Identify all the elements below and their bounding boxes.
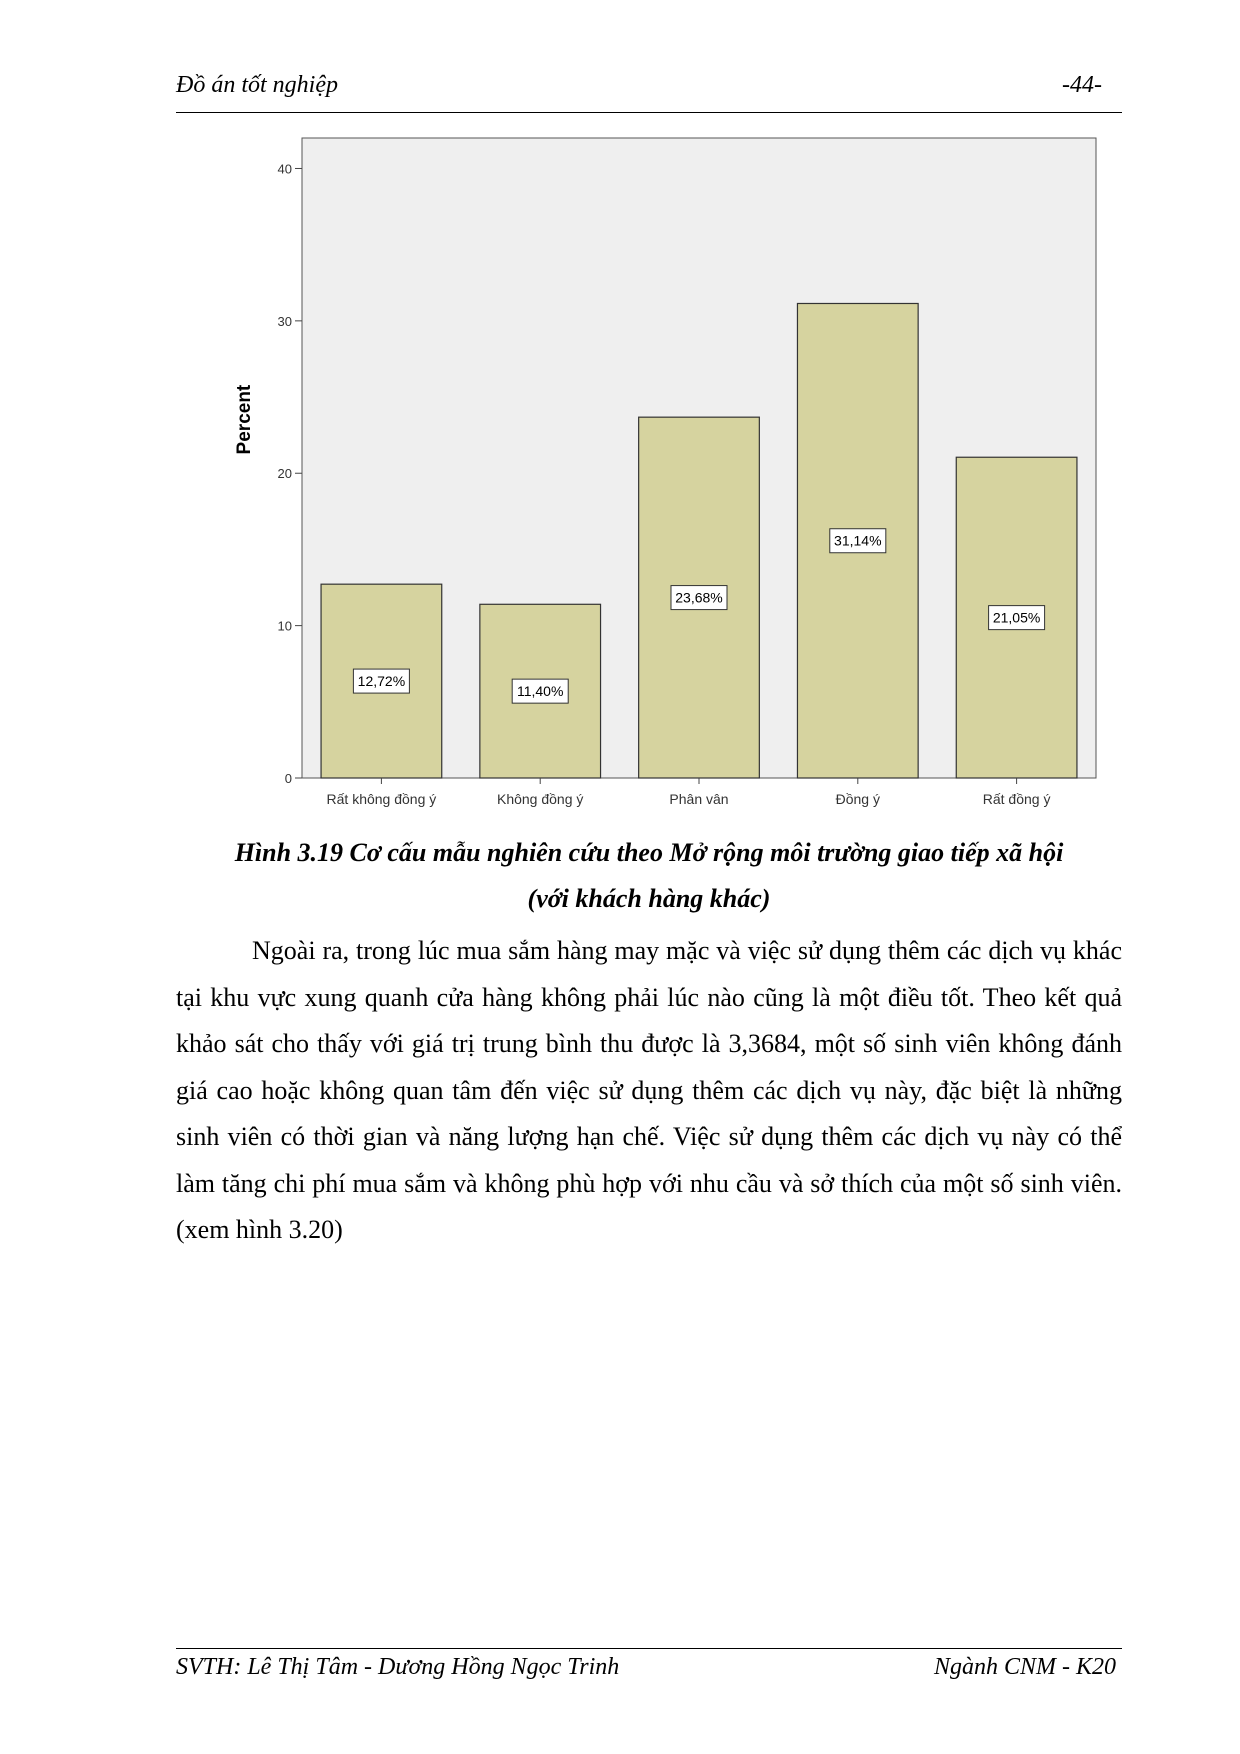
y-tick-label: 0	[284, 771, 292, 786]
y-tick-label: 40	[277, 161, 292, 177]
bar-chart	[230, 128, 1110, 828]
y-tick-label: 20	[277, 466, 292, 482]
data-label: 31,14%	[834, 532, 882, 549]
header-divider	[176, 112, 1122, 113]
x-tick-label: Phân vân	[669, 791, 729, 807]
x-tick-label: Đồng ý	[835, 791, 880, 807]
figure-caption-line1: Hình 3.19 Cơ cấu mẫu nghiên cứu theo Mở rộng môi trường giao tiếp xã hội	[234, 838, 1064, 867]
data-label: 23,68%	[675, 589, 723, 606]
x-tick-label: Rất đồng ý	[982, 791, 1051, 807]
footer-divider	[176, 1648, 1122, 1649]
y-tick-label: 10	[277, 618, 292, 634]
data-label: 11,40%	[516, 683, 564, 700]
header-title: Đồ án tốt nghiệp	[176, 72, 338, 98]
page-number: -44-	[1062, 72, 1102, 98]
y-tick-label: 30	[277, 313, 292, 329]
body-paragraph: Ngoài ra, trong lúc mua sắm hàng may mặc và việc sử dụng thêm các dịch vụ khác tại khu vực xung quanh cửa hàng không phải lúc nào cũng là một điều tốt. Theo kết quả khảo sát cho thấy với giá trị trung bình thu được là 3,3684, một số sinh viên không đánh giá cao hoặc không quan tâm đến việc sử dụng thêm các dịch vụ này, đặc biệt là những sinh viên có thời gian và năng lượng hạn chế. Việc sử dụng thêm các dịch vụ này có thể làm tăng chi phí mua sắm và không phù hợp với nhu cầu và sở thích của một số sinh viên. (xem hình 3.20)	[176, 936, 1122, 1244]
figure-caption-line2: (với khách hàng khác)	[527, 884, 771, 913]
footer-authors: SVTH: Lê Thị Tâm - Dương Hồng Ngọc Trinh	[176, 1654, 620, 1680]
data-label: 12,72%	[357, 673, 406, 690]
footer-program: Ngành CNM - K20	[934, 1654, 1117, 1680]
data-label: 21,05%	[992, 609, 1041, 626]
x-tick-label: Không đồng ý	[496, 791, 584, 807]
x-tick-label: Rất không đồng ý	[326, 791, 437, 807]
y-axis-label: Percent	[234, 384, 255, 455]
